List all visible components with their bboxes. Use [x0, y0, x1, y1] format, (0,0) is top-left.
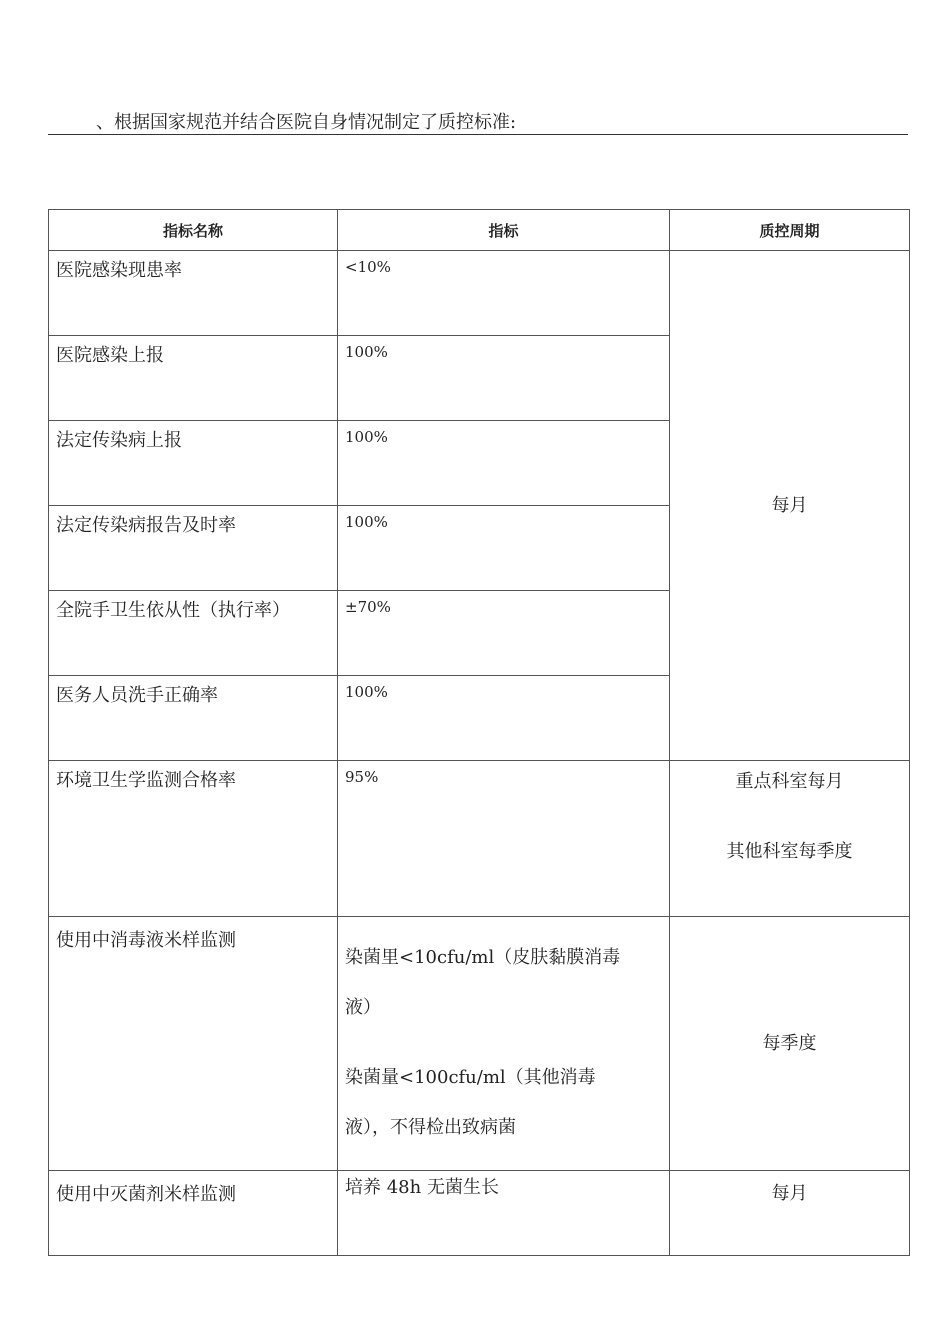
indicator-value: 培养 48h 无菌生长: [338, 1171, 670, 1256]
qc-period-sterilant: 每月: [670, 1171, 910, 1256]
qc-period-monthly: 每月: [670, 251, 910, 761]
header-indicator-name: 指标名称: [49, 210, 338, 251]
indicator-name: 医院感染现患率: [49, 251, 338, 336]
indicator-value: ±70%: [338, 591, 670, 676]
value-line: 液），不得检出致病菌: [345, 1117, 516, 1138]
table-row: [49, 761, 910, 917]
period-line: 重点科室每月: [735, 771, 844, 792]
indicator-value: 100%: [338, 336, 670, 421]
table-row: [49, 251, 910, 336]
indicator-name: 环境卫生学监测合格率: [49, 761, 338, 917]
indicator-name: 使用中消毒液米样监测: [49, 917, 338, 1171]
indicator-value: 100%: [338, 506, 670, 591]
quality-standard-table: [48, 209, 910, 1256]
value-line: 染菌里<10cfu/ml（皮肤黏膜消毒: [345, 947, 621, 968]
indicator-name: 法定传染病报告及时率: [49, 506, 338, 591]
period-line: 其他科室每季度: [726, 841, 853, 862]
indicator-name: 使用中灭菌剂米样监测: [49, 1171, 338, 1256]
indicator-value: <10%: [338, 251, 670, 336]
indicator-name: 全院手卫生依从性（执行率）: [49, 591, 338, 676]
indicator-value: 100%: [338, 676, 670, 761]
value-line: 液）: [345, 997, 381, 1018]
table-row: [49, 917, 910, 1171]
indicator-name: 医务人员洗手正确率: [49, 676, 338, 761]
indicator-value: 95%: [338, 761, 670, 917]
indicator-name: 医院感染上报: [49, 336, 338, 421]
value-line: 染菌量<100cfu/ml（其他消毒: [345, 1067, 596, 1088]
qc-period-quarterly: 每季度: [670, 917, 910, 1171]
indicator-name: 法定传染病上报: [49, 421, 338, 506]
header-qc-period: 质控周期: [670, 210, 910, 251]
indicator-value: 100%: [338, 421, 670, 506]
table-header-row: [49, 210, 910, 251]
qc-period-environment: [670, 761, 910, 917]
table-row: [49, 1171, 910, 1256]
header-indicator: 指标: [338, 210, 670, 251]
intro-line: [48, 112, 908, 135]
intro-text: 、根据国家规范并结合医院自身情况制定了质控标准:: [96, 112, 517, 133]
indicator-value: [338, 917, 670, 1171]
